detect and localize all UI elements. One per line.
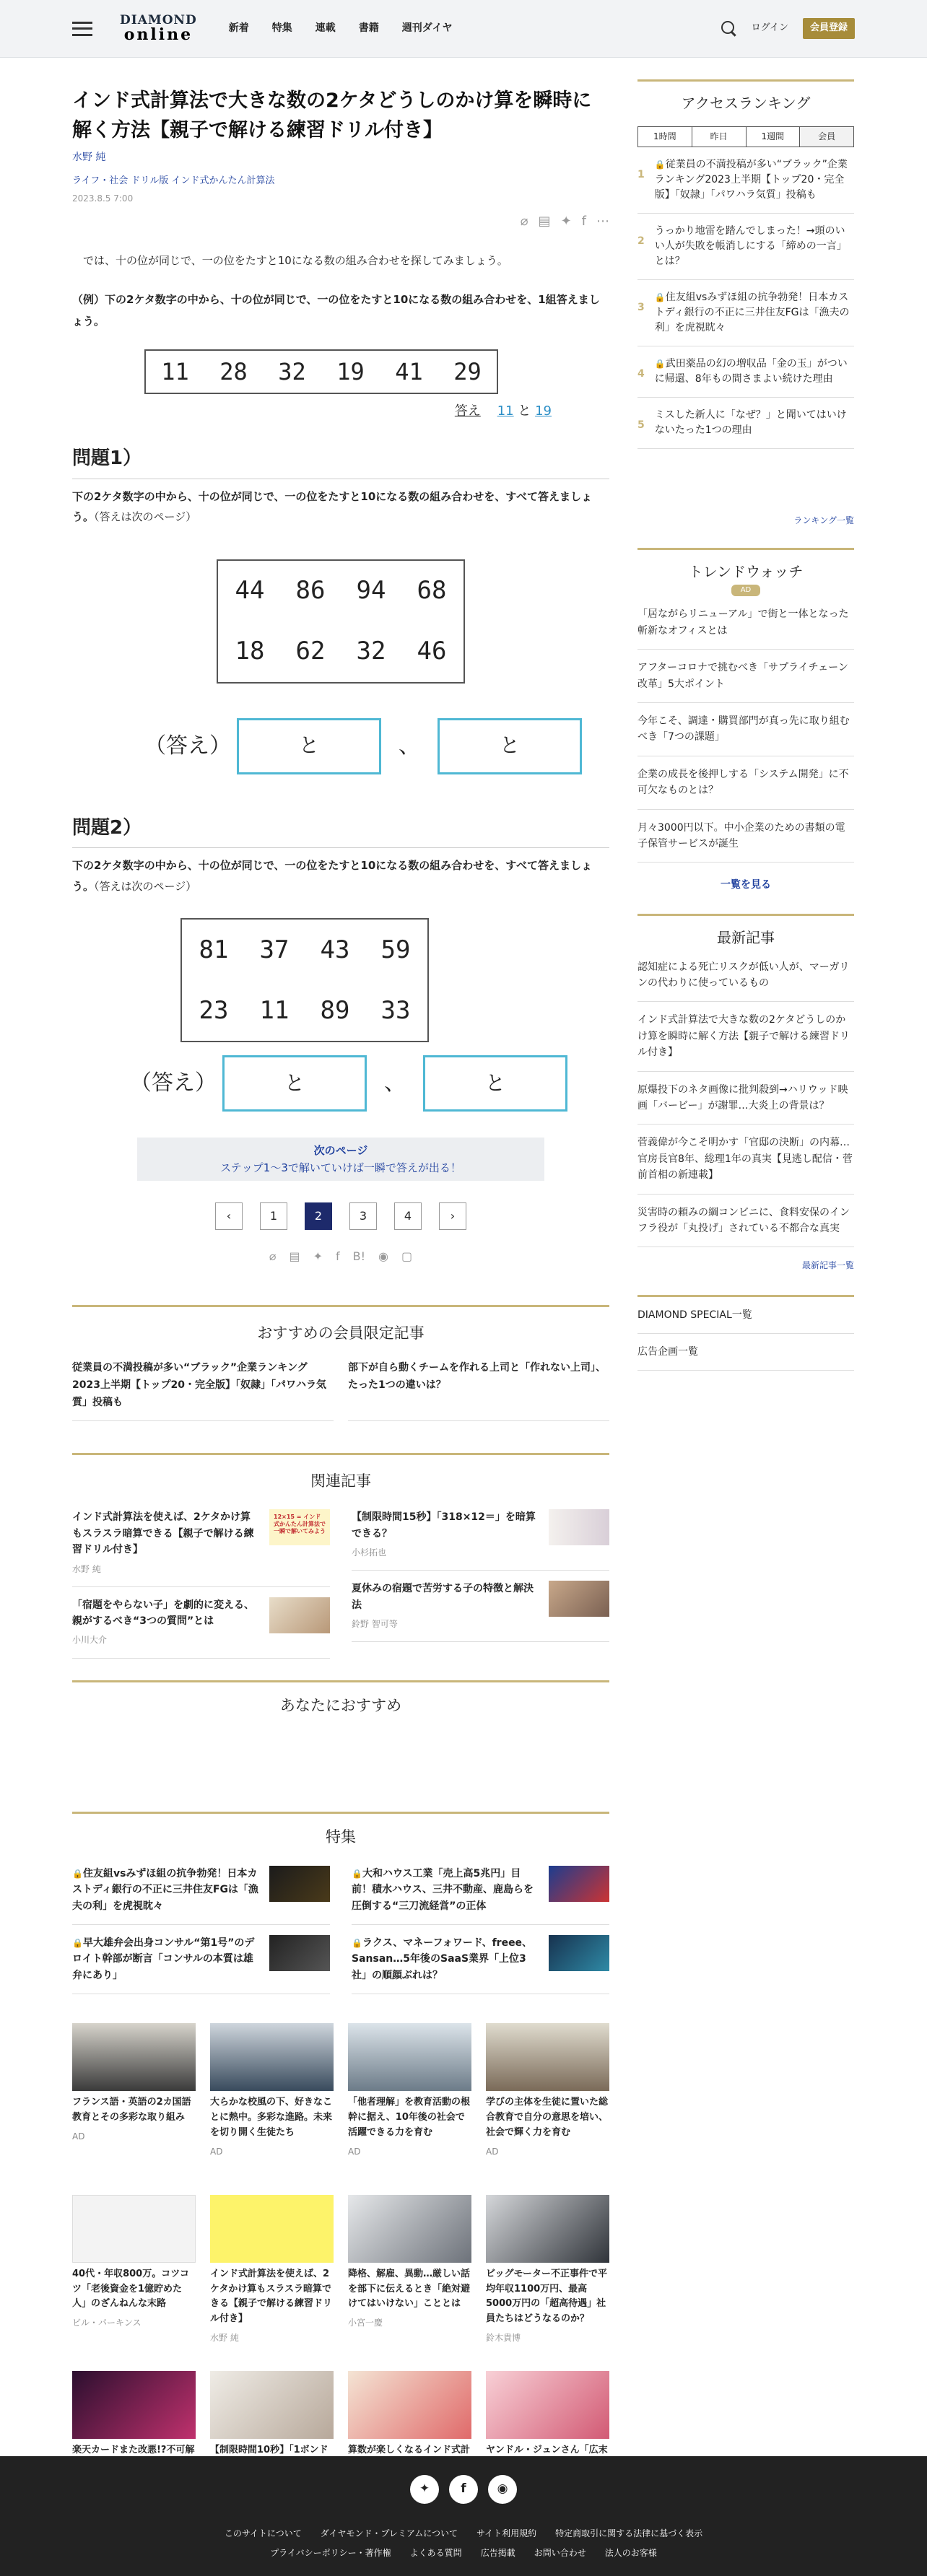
card-image [210, 2195, 334, 2263]
answer-separator: 、 [399, 733, 420, 759]
number: 32 [356, 637, 386, 666]
question-2-number-box [180, 918, 429, 1042]
prev-page-icon[interactable]: ‹ [215, 1202, 243, 1230]
related-author: 小川大介 [72, 1635, 108, 1646]
nav-item[interactable]: 新着 [228, 22, 249, 35]
feature-thumbnail [549, 1935, 609, 1971]
global-nav [229, 20, 453, 36]
header-actions [720, 18, 855, 39]
related-title: 夏休みの宿題で苦労する子の特徴と解決法 [352, 1583, 534, 1611]
ranking-item[interactable] [637, 398, 854, 449]
latest-more-link[interactable]: 最新記事一覧 [801, 1260, 854, 1271]
answer-to: と [499, 733, 520, 758]
twitter-icon[interactable]: ✦ [313, 1249, 323, 1264]
recommend-item[interactable]: 部下が自ら動くチームを作れる上司と「作れない上司」、たった1つの違いは？ [348, 1360, 609, 1420]
number: 11 [259, 995, 290, 1025]
feature-title: 大和ハウス工業「売上高5兆円」目前！積水ハウス、三井不動産、鹿島らを圧倒する“三刀流経営”の正体 [352, 1867, 534, 1912]
card-meta: AD [348, 2146, 361, 2157]
number: 81 [199, 935, 229, 964]
related-articles [72, 1453, 609, 1659]
card-meta: 小宮一慶 [348, 2318, 383, 2328]
facebook-icon[interactable]: f [449, 2475, 478, 2504]
feature-title: 住友組vsみずほ組の抗争勃発！日本カストディ銀行の不正に三井住友FGは「漁夫の利」を虎視眈々 [72, 1867, 258, 1912]
next-page-title: 次のページ [313, 1144, 368, 1158]
lock-icon: 🔒 [654, 359, 666, 370]
share-bar-bottom [72, 1247, 609, 1266]
answer-to: と [284, 1070, 305, 1095]
article-card[interactable] [72, 2195, 196, 2345]
article-cards [72, 2195, 609, 2345]
footer-link[interactable]: 広告掲載 [480, 2548, 515, 2559]
answer-box [438, 718, 582, 774]
number: 86 [295, 576, 326, 606]
card-image [348, 2371, 471, 2439]
clip-icon[interactable]: ⌀ [520, 214, 528, 230]
answer-value: 11 [497, 403, 514, 419]
question-2-answer-row [130, 1055, 609, 1112]
question-1-text [72, 486, 609, 528]
related-title: 【制限時間15秒】「318×12＝」を暗算できる？ [352, 1511, 536, 1540]
card-title: 「他者理解」を教育活動の根幹に据え、10年後の社会で活躍できる力を育む [348, 2097, 471, 2138]
footer-link[interactable]: サイト利用規約 [476, 2528, 537, 2538]
related-thumbnail [549, 1509, 609, 1545]
latest-item[interactable]: 災害時の頼みの綱コンビニに、食料安保のインフラ役が「丸投げ」されている不都合な真実 [637, 1195, 854, 1248]
nav-item[interactable]: 書籍 [358, 22, 379, 35]
logo-bottom: online [123, 25, 193, 44]
ad-card[interactable] [486, 2023, 609, 2159]
print-icon[interactable]: ▤ [289, 1249, 300, 1264]
twitter-icon[interactable]: ✦ [410, 2475, 439, 2504]
card-image [348, 2023, 471, 2091]
card-title: 学びの主体を生徒に置いた総合教育で自分の意思を培い、社会で輝く力を育む [486, 2097, 609, 2138]
ad-card[interactable] [348, 2023, 471, 2159]
nav-item[interactable]: 連載 [315, 22, 336, 35]
member-recommend [72, 1305, 609, 1421]
more-icon[interactable]: ⋯ [596, 214, 609, 230]
page-link[interactable]: 1 [260, 1202, 287, 1230]
number: 18 [235, 637, 265, 666]
card-title: 40代・年収800万。コツコツ「老後資金を1億貯めた人」のざんねんな末路 [72, 2268, 189, 2310]
for-you [72, 1680, 609, 1812]
page-link[interactable]: 3 [349, 1202, 377, 1230]
answer-and: と [518, 403, 531, 419]
answer-to: と [298, 733, 319, 758]
next-page-text: ステップ1〜3で解いていけば一瞬で答えが出る！ [220, 1161, 461, 1175]
lock-icon: 🔒 [352, 1938, 362, 1949]
ranking-text: 武田薬品の幻の増収品「金の玉」がついに帰還、8年もの間さまよい続けた理由 [654, 358, 848, 385]
access-ranking [637, 79, 854, 528]
answer-box [237, 718, 381, 774]
card-meta: AD [486, 2146, 499, 2157]
ad-cards [72, 2023, 609, 2159]
related-item[interactable] [352, 1571, 609, 1642]
question-text: 下の2ケタ数字の中から、十の位が同じで、一の位をたすと10になる数の組み合わせを、すべて答えましょう。 [72, 489, 592, 524]
line-icon[interactable]: ◉ [378, 1249, 389, 1264]
trend-item[interactable]: 月々3000円以下。中小企業のための書類の電子保管サービスが誕生 [637, 810, 854, 863]
footer-links [0, 2546, 927, 2560]
rank-number: 5 [637, 419, 645, 432]
related-item[interactable] [72, 1499, 330, 1586]
article-card[interactable] [210, 2195, 334, 2345]
trend-item[interactable]: 今年こそ、調達・購買部門が真っ先に取り組むべき「7つの課題」 [637, 703, 854, 756]
trend-watch [637, 548, 854, 893]
latest-item[interactable]: 菅義偉が今こそ明かす「官邸の決断」の内幕…官房長官8年、総理1年の真実【見逃し配信・菅前首相の新連載】 [637, 1125, 854, 1194]
ranking-tab-active[interactable]: 会員 [800, 127, 853, 147]
lock-icon: 🔒 [72, 1868, 83, 1879]
menu-icon[interactable] [72, 22, 92, 36]
card-title: ビッグモーター不正事件で平均年収1100万円、最高5000万円の「超高待遇」社員たちはどうなるのか？ [486, 2268, 607, 2325]
number: 37 [259, 935, 290, 964]
ad-badge: AD [731, 585, 760, 596]
number: 68 [417, 576, 447, 606]
section-title: あなたにおすすめ [72, 1680, 609, 1719]
feature-item[interactable] [352, 1925, 609, 1994]
card-title: 算数が楽しくなるインド式計 [348, 2445, 471, 2456]
register-button[interactable]: 会員登録 [803, 18, 855, 39]
feature-thumbnail [269, 1866, 330, 1902]
related-thumbnail: 12×15 = インド式かんたん計算法で一瞬で解いてみよう [269, 1509, 330, 1545]
trend-item[interactable]: アフターコロナで挑むべき「サプライチェーン改革」5大ポイント [637, 650, 854, 703]
ranking-item[interactable] [637, 346, 854, 398]
next-page-link[interactable] [137, 1138, 544, 1181]
latest-articles [637, 914, 854, 1273]
article-author[interactable]: 水野 純 [72, 152, 106, 163]
rank-number: 1 [637, 169, 645, 181]
section-title: 関連記事 [72, 1453, 609, 1494]
ranking-text: うっかり地雷を踏んでしまった！→頭のいい人が失敗を帳消しにする「締めの一言」とは？ [654, 225, 847, 268]
ranking-item[interactable] [637, 280, 854, 346]
article-card[interactable] [486, 2195, 609, 2345]
ranking-tab[interactable]: 昨日 [692, 127, 747, 147]
example-text: （例）下の2ケタ数字の中から、十の位が同じで、一の位をたすと10になる数の組み合わせを、1組答えましょう。 [72, 293, 600, 328]
site-header [0, 0, 927, 58]
rank-number: 2 [637, 235, 645, 248]
answer-label: （答え） [130, 1070, 217, 1096]
related-thumbnail [549, 1581, 609, 1617]
card-image [210, 2371, 334, 2439]
number: 32 [278, 357, 306, 385]
facebook-icon[interactable]: f [336, 1249, 340, 1264]
section-title: おすすめの会員限定記事 [72, 1305, 609, 1346]
example-answer [72, 401, 609, 422]
question-text: 下の2ケタ数字の中から、十の位が同じで、一の位をたすと10になる数の組み合わせを、すべて答えましょう。 [72, 859, 592, 893]
answer-to: と [484, 1070, 505, 1095]
ranking-item[interactable] [637, 147, 854, 214]
latest-title: 最新記事 [717, 928, 775, 946]
related-title: 「宿題をやらない子」を劇的に変える、親がするべき“3つの質問”とは [72, 1599, 254, 1628]
card-meta: 水野 純 [210, 2332, 239, 2343]
feature-item[interactable] [72, 1925, 330, 1994]
intro-text: では、十の位が同じで、一の位をたすと10になる数の組み合わせを探してみましょう。 [83, 254, 508, 268]
answer-box [222, 1055, 367, 1112]
latest-item[interactable]: 原爆投下のネタ画像に批判殺到→ハリウッド映画「バービー」が謝罪…大炎上の背景は？ [637, 1072, 854, 1125]
card-meta: AD [72, 2131, 85, 2141]
number: 28 [219, 357, 248, 385]
card-title: 降格、解雇、異動…厳しい話を部下に伝えるとき「絶対避けてはいけない」こととは [348, 2268, 471, 2310]
example-number-box [144, 349, 498, 394]
question-1-title: 問題1） [72, 444, 609, 479]
sidebar [637, 58, 854, 1371]
login-link[interactable]: ログイン [751, 22, 788, 34]
number: 89 [320, 995, 350, 1025]
article-body [72, 250, 609, 1266]
diamond-special-link[interactable]: DIAMOND SPECIAL一覧 [637, 1297, 854, 1334]
question-2-title: 問題2） [72, 813, 609, 849]
rank-number: 4 [637, 368, 645, 380]
card-image [72, 2195, 196, 2263]
lock-icon: 🔒 [654, 160, 666, 170]
lock-icon: 🔒 [72, 1938, 83, 1949]
ad-card[interactable] [72, 2023, 196, 2159]
card-meta: ビル・パーキンス [72, 2318, 142, 2328]
answer-box [423, 1055, 567, 1112]
lock-icon: 🔒 [654, 292, 666, 303]
ad-card[interactable] [210, 2023, 334, 2159]
question-2-text [72, 855, 609, 896]
card-title: ヤンドル・ジュンさん「広末 [486, 2445, 608, 2456]
logo-top: DIAMOND [120, 13, 197, 27]
feature-title: 早大雄弁会出身コンサル“第1号”のデロイト幹部が断言「コンサルの本質は雄弁にあり」 [72, 1937, 255, 1981]
card-title: 大らかな校風の下、好きなことに熱中。多彩な進路。未来を切り開く生徒たち [210, 2097, 333, 2138]
footer-link[interactable]: このサイトについて [224, 2528, 302, 2538]
nav-item[interactable]: 特集 [271, 22, 292, 35]
ranking-text: 従業員の不満投稿が多い“ブラック”企業ランキング2023上半期【トップ20・完全版】「奴隷」「パワハラ気質」投稿も [654, 159, 848, 201]
ranking-title: アクセスランキング [681, 95, 811, 112]
card-image [486, 2195, 609, 2263]
section-title: 特集 [72, 1812, 609, 1850]
pagination [72, 1202, 609, 1230]
footer-links [0, 2527, 927, 2541]
latest-item[interactable]: インド式計算法で大きな数の2ケタどうしのかけ算を瞬時に解く方法【親子で解ける練習ドリル付き】 [637, 1002, 854, 1071]
card-title: 【制限時間10秒】「1ボンド [210, 2445, 328, 2456]
related-title: インド式計算法を使えば、2ケタかけ算もスラスラ暗算できる【親子で解ける練習ドリル付き】 [72, 1511, 254, 1556]
lock-icon: 🔒 [352, 1868, 362, 1879]
twitter-icon[interactable]: ✦ [560, 214, 572, 230]
related-item[interactable] [72, 1587, 330, 1659]
number: 41 [395, 357, 423, 385]
social-links [0, 2475, 927, 2504]
answer-label: 答え [454, 403, 481, 419]
card-image [348, 2195, 471, 2263]
ranking-item[interactable] [637, 214, 854, 280]
number: 23 [199, 995, 229, 1025]
question-1-answer-row [144, 718, 609, 774]
related-author: 鈴野 智可等 [352, 1619, 398, 1630]
card-meta: 鈴木貴博 [486, 2332, 521, 2343]
number: 29 [453, 357, 482, 385]
trend-more-link[interactable]: 一覧を見る [721, 879, 771, 891]
ranking-tab[interactable]: 1時間 [638, 127, 692, 147]
card-title: インド式計算法を使えば、2ケタかけ算もスラスラ暗算できる【親子で解ける練習ドリル付き】 [210, 2268, 333, 2325]
footer-link[interactable]: よくある質問 [409, 2548, 462, 2559]
latest-item[interactable]: 認知症による死亡リスクが低い人が、マーガリンの代わりに使っているもの [637, 949, 854, 1003]
related-author: 水野 純 [72, 1563, 101, 1574]
number: 94 [356, 576, 386, 606]
hatena-icon[interactable]: B! [352, 1249, 366, 1264]
ad-feature-link[interactable]: 広告企画一覧 [637, 1334, 854, 1371]
answer-separator: 、 [384, 1070, 406, 1096]
search-icon[interactable] [720, 19, 737, 37]
number: 44 [235, 576, 265, 606]
number: 11 [161, 357, 189, 385]
feature-title: ラクス、マネーフォワード、freee、Sansan…5年後のSaaS業界「上位3社」の順顔ぶれは？ [352, 1937, 533, 1981]
answer-value: 19 [535, 403, 552, 419]
trend-title: トレンドウォッチ [688, 563, 804, 581]
site-logo[interactable] [120, 14, 197, 43]
ranking-tab[interactable]: 1週間 [747, 127, 801, 147]
facebook-icon[interactable]: f [581, 214, 586, 230]
number: 33 [380, 995, 411, 1025]
number: 62 [295, 637, 326, 666]
share-bar [72, 211, 609, 232]
feature-item[interactable] [352, 1856, 609, 1925]
article-card[interactable] [348, 2195, 471, 2345]
answer-label: （答え） [144, 733, 231, 759]
article-title: インド式計算法で大きな数の2ケタどうしのかけ算を瞬時に解く方法【親子で解ける練習ドリル付き】 [72, 89, 592, 141]
footer-link[interactable]: プライバシーポリシー・著作権 [270, 2548, 391, 2559]
footer-link[interactable]: 法人のお客様 [604, 2548, 657, 2559]
print-icon[interactable]: ▤ [538, 214, 551, 230]
site-footer [0, 2456, 927, 2576]
related-item[interactable] [352, 1499, 609, 1571]
page-link[interactable]: 4 [394, 1202, 422, 1230]
rss-icon[interactable]: ◉ [488, 2475, 517, 2504]
feature-thumbnail [269, 1935, 330, 1971]
footer-link[interactable]: 特定商取引に関する法律に基づく表示 [555, 2528, 703, 2538]
number: 43 [320, 935, 350, 964]
trend-item[interactable]: 「居ながらリニューアル」で街と一体となった斬新なオフィスとは [637, 596, 854, 650]
next-page-icon[interactable]: › [439, 1202, 466, 1230]
feature-item[interactable] [72, 1856, 330, 1925]
article-categories[interactable]: ライフ・社会 ドリル版 インド式かんたん計算法 [72, 175, 275, 187]
card-title: 楽天カードまた改悪!?不可解 [72, 2445, 195, 2456]
question-note: （答えは次のページ） [94, 510, 197, 524]
card-image [72, 2023, 196, 2091]
footer-link[interactable]: お問い合わせ [534, 2548, 586, 2559]
question-1-number-box [217, 559, 465, 684]
clip-icon[interactable]: ⌀ [269, 1249, 277, 1264]
question-note: （答えは次のページ） [94, 879, 197, 893]
card-image [486, 2023, 609, 2091]
rank-number: 3 [637, 302, 645, 314]
sidebar-links [637, 1295, 854, 1371]
nav-item[interactable]: 週刊ダイヤ [401, 22, 453, 35]
ranking-text: ミスした新人に「なぜ？」と聞いてはいけないたった1つの理由 [654, 409, 847, 437]
card-meta: AD [210, 2146, 223, 2157]
card-title: フランス語・英語の2カ国語教育とその多彩な取り組み [72, 2097, 191, 2123]
related-author: 小杉拓也 [352, 1547, 387, 1558]
article-column [72, 58, 609, 2522]
article-date: 2023.8.5 7:00 [72, 193, 134, 204]
page-link-current[interactable]: 2 [305, 1202, 332, 1230]
features [72, 1812, 609, 1994]
number: 59 [380, 935, 411, 964]
trend-item[interactable]: 企業の成長を後押しする「システム開発」に不可欠なものとは？ [637, 756, 854, 810]
number: 46 [417, 637, 447, 666]
pocket-icon[interactable]: ▢ [401, 1249, 413, 1264]
feature-thumbnail [549, 1866, 609, 1902]
ranking-more-link[interactable]: ランキング一覧 [793, 515, 854, 526]
card-image [210, 2023, 334, 2091]
ranking-text: 住友組vsみずほ組の抗争勃発！日本カストディ銀行の不正に三井住友FGは「漁夫の利」を虎視眈々 [654, 292, 850, 334]
card-image [72, 2371, 196, 2439]
related-thumbnail [269, 1597, 330, 1633]
footer-link[interactable]: ダイヤモンド・プレミアムについて [320, 2528, 458, 2538]
card-image [486, 2371, 609, 2439]
recommend-item[interactable]: 従業員の不満投稿が多い“ブラック”企業ランキング2023上半期【トップ20・完全版】「奴隷」「パワハラ気質」投稿も [72, 1360, 334, 1420]
number: 19 [336, 357, 365, 385]
ranking-tabs [637, 126, 854, 147]
